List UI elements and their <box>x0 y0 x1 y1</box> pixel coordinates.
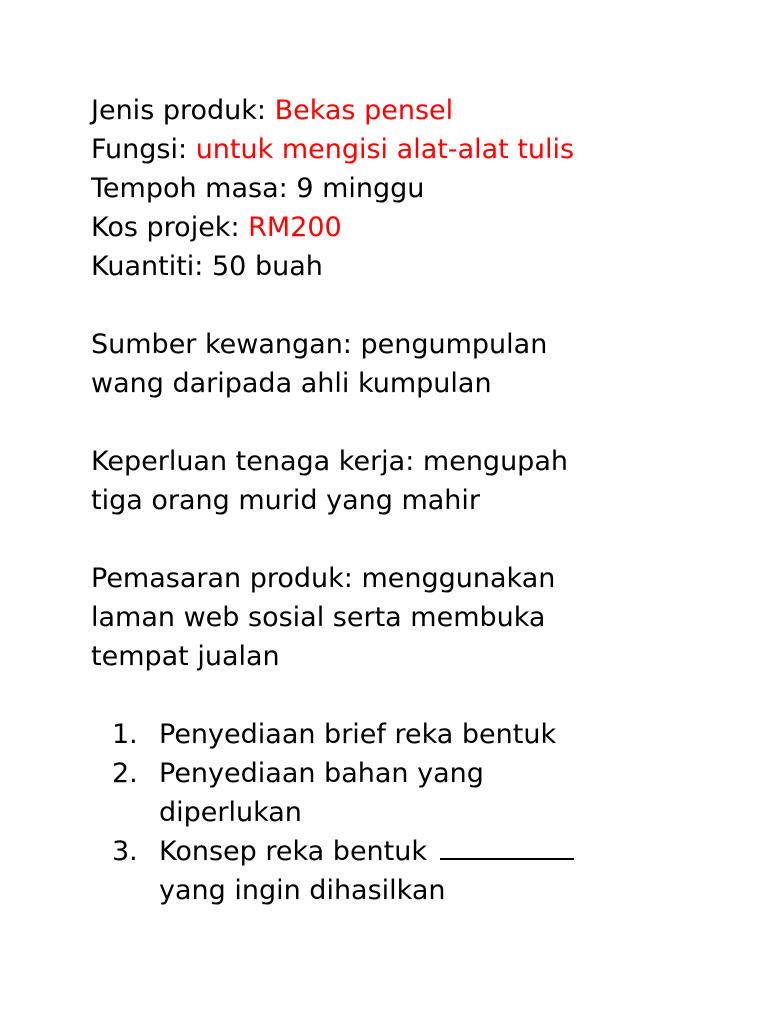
list-number: 3. <box>112 836 138 867</box>
field-label: Kuantiti: <box>91 251 204 282</box>
paragraph-line: Pemasaran produk: menggunakan <box>91 563 556 594</box>
list-item <box>91 832 731 910</box>
list-item-text: diperlukan <box>159 797 302 828</box>
spacer <box>91 286 731 325</box>
paragraph-tenaga-kerja <box>91 442 731 520</box>
paragraph-sumber-kewangan <box>91 325 731 403</box>
field-value: 50 buah <box>212 251 323 282</box>
field-label: Kos projek: <box>91 212 240 243</box>
spacer <box>91 403 731 442</box>
list-item <box>91 715 731 754</box>
field-label: Fungsi: <box>91 134 188 165</box>
field-label: Tempoh masa: <box>91 173 288 204</box>
paragraph-line: tiga orang murid yang mahir <box>91 485 481 516</box>
list-number: 2. <box>112 758 138 789</box>
list-item-text: Konsep reka bentuk <box>159 836 427 867</box>
paragraph-line: Sumber kewangan: pengumpulan <box>91 329 548 360</box>
paragraph-line: Keperluan tenaga kerja: mengupah <box>91 446 568 477</box>
field-tempoh-masa <box>91 169 731 208</box>
list-item-text: Penyediaan brief reka bentuk <box>159 719 557 750</box>
document-body <box>91 91 731 910</box>
list-item-text: yang ingin dihasilkan <box>159 875 446 906</box>
spacer <box>91 676 731 715</box>
paragraph-line: tempat jualan <box>91 641 280 672</box>
list-number: 1. <box>112 719 138 750</box>
field-label: Jenis produk: <box>91 95 266 126</box>
field-kuantiti <box>91 247 731 286</box>
paragraph-pemasaran <box>91 559 731 676</box>
paragraph-line: wang daripada ahli kumpulan <box>91 368 492 399</box>
field-value: untuk mengisi alat-alat tulis <box>195 134 575 165</box>
field-kos-projek <box>91 208 731 247</box>
field-fungsi <box>91 130 731 169</box>
fill-in-blank <box>440 832 574 860</box>
list-item <box>91 754 731 832</box>
field-value: Bekas pensel <box>274 95 454 126</box>
list-item-line <box>159 832 731 871</box>
field-value: RM200 <box>248 212 342 243</box>
field-value: 9 minggu <box>296 173 425 204</box>
paragraph-line: laman web sosial serta membuka <box>91 602 546 633</box>
list-item-text: Penyediaan bahan yang <box>159 758 484 789</box>
steps-list <box>91 715 731 910</box>
field-jenis-produk <box>91 91 731 130</box>
spacer <box>91 520 731 559</box>
